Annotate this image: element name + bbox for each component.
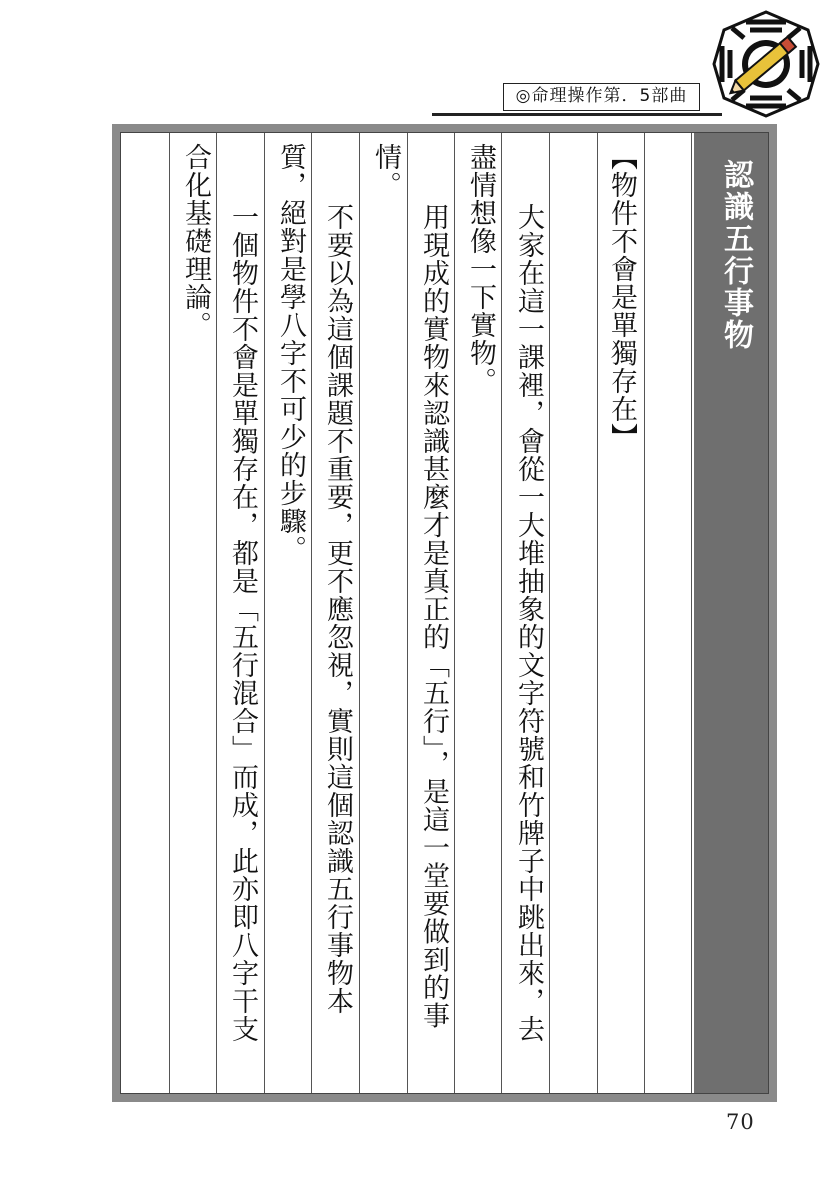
content-frame [112, 124, 777, 1102]
header-rule [432, 113, 722, 116]
column-divider [501, 133, 502, 1093]
column-divider [264, 133, 265, 1093]
column-divider [216, 133, 217, 1093]
column-divider [644, 133, 645, 1093]
page-number: 70 [726, 1110, 755, 1134]
column-divider [311, 133, 312, 1093]
text-column: 盡情想像一下實物。 [465, 143, 496, 395]
subheading: 【物件不會是單獨存在】 [606, 143, 637, 451]
text-column: 質，絕對是學八字不可少的步驟。 [275, 143, 306, 563]
content-area [120, 132, 769, 1094]
text-column: 一個物件不會是單獨存在，都是「五行混合」而成，此亦即八字干支 [227, 203, 258, 1043]
column-divider [597, 133, 598, 1093]
text-column: 用現成的實物來認識甚麼才是真正的「五行」，是這一堂要做到的事 [418, 203, 449, 1030]
text-column: 大家在這一課裡，會從一大堆抽象的文字符號和竹牌子中跳出來，去 [513, 203, 544, 1043]
text-column: 合化基礎理論。 [180, 143, 211, 339]
column-divider [407, 133, 408, 1093]
column-divider [549, 133, 550, 1093]
chapter-header: ◎命理操作第．5部曲 [503, 83, 700, 111]
bagua-pencil-icon [710, 8, 822, 120]
section-title-band [694, 133, 768, 1093]
column-divider [169, 133, 170, 1093]
column-divider [454, 133, 455, 1093]
column-divider [359, 133, 360, 1093]
section-title: 認識五行事物 [718, 159, 753, 351]
text-column: 情。 [370, 143, 401, 199]
column-divider [691, 133, 692, 1093]
text-column: 不要以為這個課題不重要，更不應忽視，實則這個認識五行事物本 [322, 203, 353, 1015]
